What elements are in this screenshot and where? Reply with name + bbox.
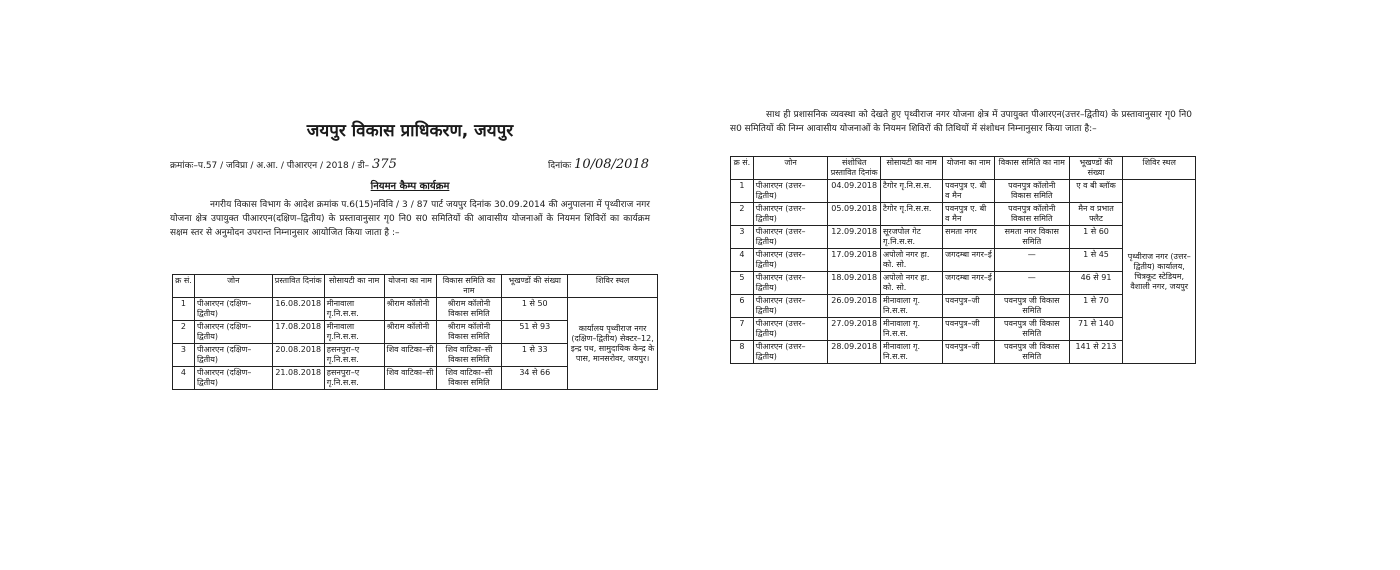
table-cell: मीनावाला गृ. नि.स.स.	[881, 295, 943, 318]
table-cell: पवनपुत्र जी विकास समिति	[994, 341, 1069, 364]
table-cell: 1	[173, 298, 195, 321]
header-cell: संशोधित प्रस्तावित दिनांक	[828, 157, 881, 180]
table-header-row	[173, 275, 658, 298]
table-cell: 18.09.2018	[828, 272, 881, 295]
header-cell: योजना का नाम	[943, 157, 995, 180]
header-cell: विकास समिति का नाम	[994, 157, 1069, 180]
table-cell: 51 से 93	[502, 321, 568, 344]
table-cell: शिव वाटिका–सी विकास समिति	[436, 367, 502, 390]
table-cell: पवनपुत्र ए. बी व मैन	[943, 180, 995, 203]
table-cell: अपोलो नगर हा. को. सो.	[881, 272, 943, 295]
table-cell: पीआरएन (उत्तर–द्वितीय)	[753, 341, 828, 364]
table-cell: पीआरएन (उत्तर–द्वितीय)	[753, 272, 828, 295]
table-cell: पीआरएन (उत्तर–द्वितीय)	[753, 295, 828, 318]
table-cell: मैन व प्रभात फ्लैट	[1069, 203, 1123, 226]
table-cell: 1 से 45	[1069, 249, 1123, 272]
header-cell: योजना का नाम	[384, 275, 436, 298]
date-label: दिनांकः	[548, 161, 572, 171]
table-cell: ए व बी ब्लॉक	[1069, 180, 1123, 203]
table-cell: शिव वाटिका–सी	[384, 367, 436, 390]
header-cell: विकास समिति का नाम	[436, 275, 502, 298]
table-row	[173, 298, 658, 321]
table-cell: टैगोर गृ.नि.स.स.	[881, 180, 943, 203]
table-cell: पीआरएन (उत्तर–द्वितीय)	[753, 249, 828, 272]
table-cell: 27.09.2018	[828, 318, 881, 341]
table-cell: 26.09.2018	[828, 295, 881, 318]
table-cell: मीनावाला गृ. नि.स.स.	[881, 341, 943, 364]
left-document	[160, 110, 660, 460]
header-cell: भूखण्डों की संख्या	[502, 275, 568, 298]
header-cell: भूखण्डों की संख्या	[1069, 157, 1123, 180]
table-cell: 05.09.2018	[828, 203, 881, 226]
table-cell: 28.09.2018	[828, 341, 881, 364]
intro-paragraph: नगरीय विकास विभाग के आदेश क्रमांक प.6(15)नविवि / 3 / 87 पार्ट जयपुर दिनांक 30.09.2014 की अनुपालना में पृथ्वीराज नगर योजना क्षेत्र उपायुक्त पीआरएन(दक्षिण–द्वितीय) के प्रस्तावानुसार गृ0 नि0 स0 समितियों की आवासीय योजनाओं के नियमन शिविरों का कार्यक्रम सक्षम स्तर से अनुमोदन उपरान्त निम्नानुसार आयोजित किया जाता है :–	[170, 200, 650, 238]
table-cell: श्रीराम कॉलोनी विकास समिति	[436, 321, 502, 344]
table-cell: —	[994, 249, 1069, 272]
table-cell: पवनपुत्र–जी	[943, 295, 995, 318]
table-cell: सूरजपोल गेट गृ.नि.स.स.	[881, 226, 943, 249]
table-cell: 17.08.2018	[272, 321, 324, 344]
table-cell: पीआरएन (उत्तर–द्वितीय)	[753, 226, 828, 249]
header-cell: क्र सं.	[173, 275, 195, 298]
table-cell: 6	[731, 295, 754, 318]
table-cell: समता नगर	[943, 226, 995, 249]
table-cell: हसनपुरा–ए गृ.नि.स.स.	[324, 367, 384, 390]
amended-schedule-table	[730, 156, 1196, 364]
table-cell: 8	[731, 341, 754, 364]
table-cell: 7	[731, 318, 754, 341]
table-cell: 1 से 60	[1069, 226, 1123, 249]
table-cell: पवनपुत्र जी विकास समिति	[994, 318, 1069, 341]
table-cell: श्रीराम कॉलोनी	[384, 321, 436, 344]
table-cell: 17.09.2018	[828, 249, 881, 272]
table-cell: मीनावाला गृ. नि.स.स.	[881, 318, 943, 341]
table-cell: समता नगर विकास समिति	[994, 226, 1069, 249]
table-cell: 71 से 140	[1069, 318, 1123, 341]
table-cell: जगदम्बा नगर–ई	[943, 249, 995, 272]
table-cell: 12.09.2018	[828, 226, 881, 249]
reference-text: क्रमांकः–प.57 / जविप्रा / अ.आ. / पीआरएन / 2018 / डी–	[170, 161, 370, 171]
document-title: जयपुर विकास प्राधिकरण, जयपुर	[306, 121, 514, 141]
header-cell: जोन	[194, 275, 272, 298]
date-handwritten: 10/08/2018	[574, 157, 649, 172]
venue-cell: कार्यालय पृथ्वीराज नगर (दक्षिण–द्वितीय) सेक्टर–12, इन्द्र पथ, सामुदायिक केन्द्र के पास, मानसरोवर, जयपुर।	[568, 298, 658, 390]
table-cell: 20.08.2018	[272, 344, 324, 367]
amendment-paragraph: साथ ही प्रशासनिक व्यवस्था को देखते हुए पृथ्वीराज नगर योजना क्षेत्र में उपायुक्त पीआरएन(उत्तर–द्वितीय) के प्रस्तावानुसार गृ0 नि0 स0 समितियों की निम्न आवासीय योजनाओं के नियमन शिविरों की तिथियों में संशोधन निम्नानुसार किया जाता है:–	[730, 110, 1192, 134]
table-cell: पीआरएन (दक्षिण–द्वितीय)	[194, 344, 272, 367]
header-cell: जोन	[753, 157, 828, 180]
table-cell: शिव वाटिका–सी विकास समिति	[436, 344, 502, 367]
camp-schedule-table	[172, 274, 658, 390]
table-cell: 2	[731, 203, 754, 226]
table-cell: टैगोर गृ.नि.स.स.	[881, 203, 943, 226]
right-document	[722, 100, 1202, 470]
table-cell: 1 से 33	[502, 344, 568, 367]
table-cell: पवनपुत्र कॉलोनी विकास समिति	[994, 180, 1069, 203]
header-cell: सोसायटी का नाम	[324, 275, 384, 298]
table-cell: पीआरएन (दक्षिण–द्वितीय)	[194, 321, 272, 344]
table-cell: 5	[731, 272, 754, 295]
table-cell: 3	[731, 226, 754, 249]
table-cell: 3	[173, 344, 195, 367]
table-cell: पीआरएन (दक्षिण–द्वितीय)	[194, 298, 272, 321]
table-cell: श्रीराम कॉलोनी	[384, 298, 436, 321]
table-cell: 04.09.2018	[828, 180, 881, 203]
table-cell: श्रीराम कॉलोनी विकास समिति	[436, 298, 502, 321]
header-cell: शिविर स्थल	[1123, 157, 1196, 180]
table-cell: पवनपुत्र जी विकास समिति	[994, 295, 1069, 318]
table-cell: पवनपुत्र कॉलोनी विकास समिति	[994, 203, 1069, 226]
table-cell: 21.08.2018	[272, 367, 324, 390]
table-cell: 2	[173, 321, 195, 344]
table-cell: 4	[731, 249, 754, 272]
table-cell: पीआरएन (उत्तर–द्वितीय)	[753, 180, 828, 203]
table-cell: —	[994, 272, 1069, 295]
table-cell: अपोलो नगर हा. को. सो.	[881, 249, 943, 272]
table-cell: 16.08.2018	[272, 298, 324, 321]
table-cell: 4	[173, 367, 195, 390]
header-cell: सोसायटी का नाम	[881, 157, 943, 180]
table-cell: पवनपुत्र–जी	[943, 341, 995, 364]
header-cell: क्र सं.	[731, 157, 754, 180]
table-cell: जगदम्बा नगर–ई	[943, 272, 995, 295]
table-cell: पवनपुत्र–जी	[943, 318, 995, 341]
table-cell: हसनपुरा–ए गृ.नि.स.स.	[324, 344, 384, 367]
reference-handwritten-number: 375	[372, 157, 397, 172]
header-cell: प्रस्तावित दिनांक	[272, 275, 324, 298]
table-cell: पवनपुत्र ए. बी व मैन	[943, 203, 995, 226]
header-cell: शिविर स्थल	[568, 275, 658, 298]
table-cell: 141 से 213	[1069, 341, 1123, 364]
table-cell: मीनावाला गृ.नि.स.स.	[324, 321, 384, 344]
table-cell: 34 से 66	[502, 367, 568, 390]
venue-cell: पृथ्वीराज नगर (उत्तर–द्वितीय) कार्यालय, चित्रकूट स्टेडियम, वैशाली नगर, जयपुर	[1123, 180, 1196, 364]
table-cell: पीआरएन (उत्तर–द्वितीय)	[753, 203, 828, 226]
reference-number	[170, 157, 397, 172]
table-cell: 46 से 91	[1069, 272, 1123, 295]
table-cell: 1 से 50	[502, 298, 568, 321]
table-cell: शिव वाटिका–सी	[384, 344, 436, 367]
table-cell: पीआरएन (दक्षिण–द्वितीय)	[194, 367, 272, 390]
table-cell: पीआरएन (उत्तर–द्वितीय)	[753, 318, 828, 341]
date-line	[548, 157, 649, 172]
table-row	[731, 180, 1196, 203]
document-subtitle: नियमन कैम्प कार्यक्रम	[370, 181, 450, 192]
table-cell: मीनावाला गृ.नि.स.स.	[324, 298, 384, 321]
table-header-row	[731, 157, 1196, 180]
table-cell: 1	[731, 180, 754, 203]
table-cell: 1 से 70	[1069, 295, 1123, 318]
